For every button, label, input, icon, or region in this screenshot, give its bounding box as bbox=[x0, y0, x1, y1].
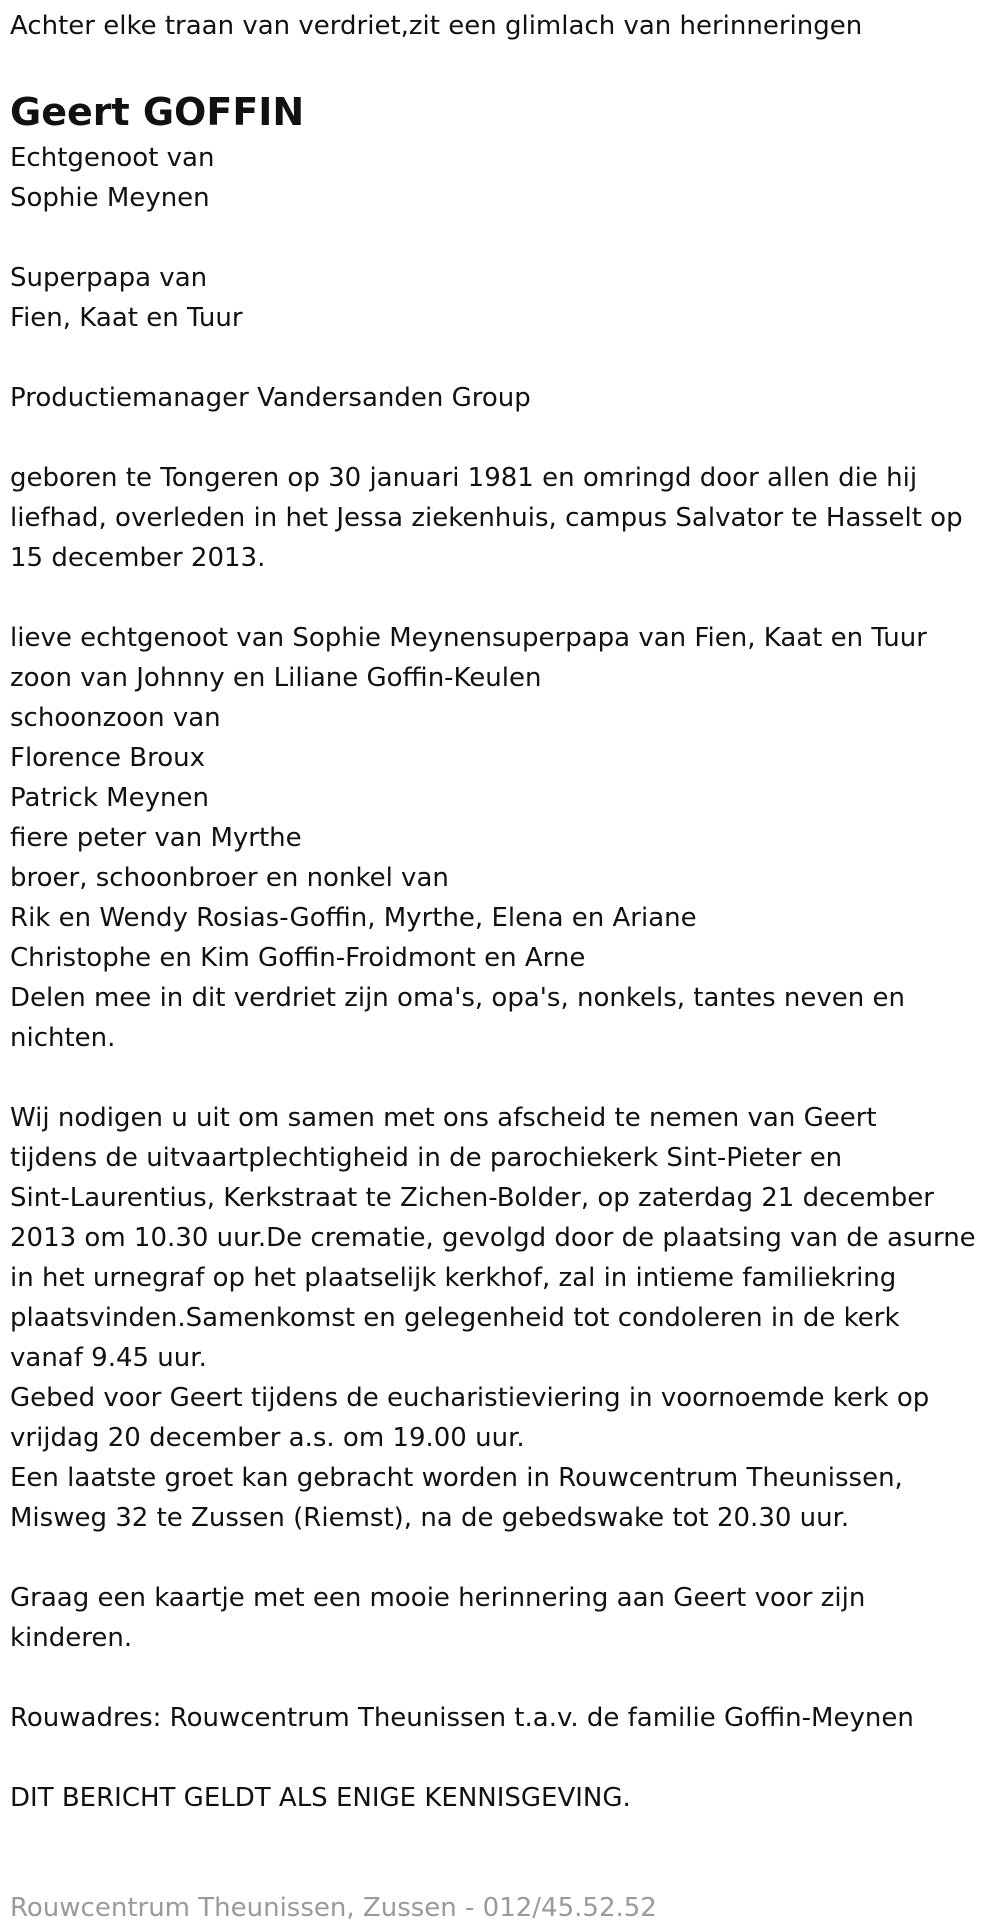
ceremony-line: Een laatste groet kan gebracht worden in Rouwcentrum Theunissen, bbox=[10, 1463, 903, 1493]
relatives-line: zoon van Johnny en Liliane Goffin-Keulen bbox=[10, 663, 542, 693]
ceremony-line: plaatsvinden.Samenkomst en gelegenheid tot condoleren in de kerk bbox=[10, 1303, 900, 1333]
children-section bbox=[10, 258, 1000, 338]
relatives-line: schoonzoon van bbox=[10, 703, 221, 733]
ceremony-line: Misweg 32 te Zussen (Riemst), na de gebedswake tot 20.30 uur. bbox=[10, 1503, 850, 1533]
mourning-address: Rouwadres: Rouwcentrum Theunissen t.a.v. de familie Goffin-Meynen bbox=[10, 1703, 914, 1733]
relatives-line: Delen mee in dit verdriet zijn oma's, opa's, nonkels, tantes neven en bbox=[10, 983, 905, 1013]
spouse-name: Sophie Meynen bbox=[10, 183, 210, 213]
relatives-line: Rik en Wendy Rosias-Goffin, Myrthe, Elena en Ariane bbox=[10, 903, 697, 933]
relatives-line: lieve echtgenoot van Sophie Meynensuperpapa van Fien, Kaat en Tuur bbox=[10, 623, 927, 653]
relatives-line: fiere peter van Myrthe bbox=[10, 823, 302, 853]
relatives-line: Patrick Meynen bbox=[10, 783, 209, 813]
ceremony-line: Wij nodigen u uit om samen met ons afscheid te nemen van Geert bbox=[10, 1103, 877, 1133]
ceremony-line: tijdens de uitvaartplechtigheid in de parochiekerk Sint-Pieter en bbox=[10, 1143, 843, 1173]
notice-text: DIT BERICHT GELDT ALS ENIGE KENNISGEVING. bbox=[10, 1783, 631, 1813]
relatives-line: Florence Broux bbox=[10, 743, 205, 773]
relatives-section bbox=[10, 618, 1000, 1058]
spouse-section bbox=[10, 138, 1000, 218]
card-request-section bbox=[10, 1578, 1000, 1658]
notice-section bbox=[10, 1778, 1000, 1818]
funeral-home-footer: Rouwcentrum Theunissen, Zussen - 012/45.52.52 bbox=[10, 1893, 657, 1923]
spouse-label: Echtgenoot van bbox=[10, 143, 215, 173]
birth-death-line: geboren te Tongeren op 30 januari 1981 en omringd door allen die hij bbox=[10, 463, 918, 493]
ceremony-line: in het urnegraf op het plaatselijk kerkhof, zal in intieme familiekring bbox=[10, 1263, 897, 1293]
birth-death-line: liefhad, overleden in het Jessa ziekenhuis, campus Salvator te Hasselt op bbox=[10, 503, 963, 533]
ceremony-line: Sint-Laurentius, Kerkstraat te Zichen-Bolder, op zaterdag 21 december bbox=[10, 1183, 934, 1213]
ceremony-line: Gebed voor Geert tijdens de eucharistieviering in voornoemde kerk op bbox=[10, 1383, 930, 1413]
occupation: Productiemanager Vandersanden Group bbox=[10, 383, 531, 413]
birth-death-section bbox=[10, 458, 1000, 578]
ceremony-line: vanaf 9.45 uur. bbox=[10, 1343, 207, 1373]
card-request-line: kinderen. bbox=[10, 1623, 133, 1653]
relatives-line: Christophe en Kim Goffin-Froidmont en Arne bbox=[10, 943, 586, 973]
deceased-name: Geert GOFFIN bbox=[10, 90, 305, 134]
motto: Achter elke traan van verdriet,zit een glimlach van herinneringen bbox=[10, 11, 863, 41]
ceremony-line: vrijdag 20 december a.s. om 19.00 uur. bbox=[10, 1423, 525, 1453]
card-request-line: Graag een kaartje met een mooie herinnering aan Geert voor zijn bbox=[10, 1583, 866, 1613]
children-names: Fien, Kaat en Tuur bbox=[10, 303, 243, 333]
ceremony-line: 2013 om 10.30 uur.De crematie, gevolgd door de plaatsing van de asurne bbox=[10, 1223, 976, 1253]
occupation-section bbox=[10, 378, 1000, 418]
relatives-line: broer, schoonbroer en nonkel van bbox=[10, 863, 449, 893]
address-section bbox=[10, 1698, 1000, 1738]
ceremony-section bbox=[10, 1098, 1000, 1538]
relatives-line: nichten. bbox=[10, 1023, 116, 1053]
children-label: Superpapa van bbox=[10, 263, 208, 293]
birth-death-line: 15 december 2013. bbox=[10, 543, 266, 573]
